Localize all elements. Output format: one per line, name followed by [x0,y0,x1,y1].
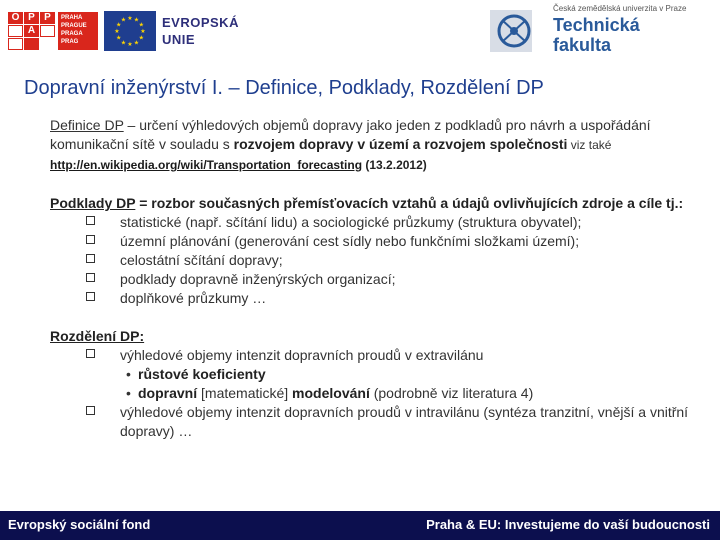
rozdeleni-list [50,346,700,365]
sub-list-item [50,384,700,403]
definice-term: Definice DP [50,117,124,133]
svg-text:★: ★ [116,21,122,29]
list-item [50,289,700,308]
footer-left-text: Evropský sociální fond [8,517,151,532]
access-date: (13.2.2012) [362,158,427,172]
bullet-dot-icon: • [126,366,131,382]
svg-text:★: ★ [127,15,133,22]
rozdeleni-list-2 [50,403,700,441]
list-item-text: doplňkové průzkumy … [120,290,267,306]
slide-title: Dopravní inženýrství I. – Definice, Podklady, Rozdělení DP [24,77,544,99]
rozdeleni-sublist [50,365,700,403]
checkbox-bullet-icon [86,254,95,263]
svg-text:★: ★ [138,21,144,29]
svg-text:★: ★ [140,28,146,35]
list-item [50,270,700,289]
praha-text: PRAGA [61,31,83,37]
list-item [50,232,700,251]
svg-text:★: ★ [133,39,140,47]
definice-bold: rozvojem dopravy v území a rozvojem společnosti [233,136,568,152]
eu-logo-text [162,14,239,48]
svg-text:★: ★ [116,34,122,42]
rozdeleni-heading: Rozdělení DP: [50,328,145,344]
praha-text: PRAHA [61,15,83,21]
checkbox-bullet-icon [86,273,95,282]
list-item-text: celostátní sčítání dopravy; [120,252,283,268]
faculty-name-line: fakulta [553,35,612,55]
definice-paragraph [50,116,700,175]
podklady-heading: Podklady DP [50,195,136,211]
bullet-dot-icon: • [126,385,131,401]
list-item-text: výhledové objemy intenzit dopravních proudů v intravilánu (syntéza tranzitní, vnější a vnitřní dopravy) … [120,404,689,439]
praha-logo [58,12,98,50]
checkbox-bullet-icon [86,292,95,301]
svg-text:★: ★ [120,16,127,24]
checkbox-bullet-icon [86,216,95,225]
definice-text: – určení výhledových objemů dopravy jako jeden z podkladů pro návrh a uspořádání komunikační sítě v souladu s [50,117,651,152]
svg-text:★: ★ [133,16,140,24]
sub-item-bold: modelování [292,385,370,401]
wikipedia-link[interactable]: http://en.wikipedia.org/wiki/Transportation_forecasting [50,158,363,172]
svg-text:★: ★ [138,34,144,42]
opp-letter: O [8,12,23,24]
svg-text:★: ★ [114,28,120,35]
faculty-emblem-icon [488,6,542,56]
list-item-text: statistické (např. sčítání lidu) a sociologické průzkumy (struktura obyvatel); [120,214,582,230]
sub-item-text: (podrobně viz literatura 4) [369,385,534,401]
header [0,0,720,68]
list-item-text: územní plánování (generování cest sídly nebo funkčními složkami území); [120,233,580,249]
list-item [50,213,700,232]
faculty-name [553,15,640,55]
podklady-list [50,213,700,308]
opp-letter: P [24,12,39,24]
opp-logo [8,12,56,50]
see-also-text: viz také [567,138,612,152]
podklady-heading-rest: = rozbor současných přemísťovacích vztahů a údajů ovlivňujících zdroje a cíle tj.: [135,195,684,211]
eu-text-line: EVROPSKÁ [162,15,239,30]
rozdeleni-paragraph [50,327,700,346]
praha-text: PRAG [61,39,79,45]
list-item-text: podklady dopravně inženýrských organizací; [120,271,396,287]
footer-right-text: Praha & EU: Investujeme do vaší budoucnosti [426,517,710,532]
list-item [50,346,700,365]
faculty-name-line: Technická [553,15,640,35]
list-item [50,403,700,441]
eu-text-line: UNIE [162,32,196,47]
opp-letter: P [40,12,55,24]
footer-bar [0,511,720,540]
svg-text:★: ★ [120,39,127,47]
faculty-university: Česká zemědělská univerzita v Praze [553,4,687,13]
podklady-paragraph [50,194,700,213]
sub-item-text: růstové koeficienty [138,366,266,382]
praha-text: PRAGUE [61,23,87,29]
svg-text:★: ★ [127,41,133,48]
eu-flag-icon [104,11,156,51]
list-item-text: výhledové objemy intenzit dopravních proudů v extravilánu [120,347,484,363]
opp-letter: A [24,25,39,37]
checkbox-bullet-icon [86,349,95,358]
sub-item-text: [matematické] [197,385,293,401]
checkbox-bullet-icon [86,406,95,415]
slide-body [50,116,700,441]
sub-list-item [50,365,700,384]
checkbox-bullet-icon [86,235,95,244]
list-item [50,251,700,270]
sub-item-bold: dopravní [138,385,198,401]
